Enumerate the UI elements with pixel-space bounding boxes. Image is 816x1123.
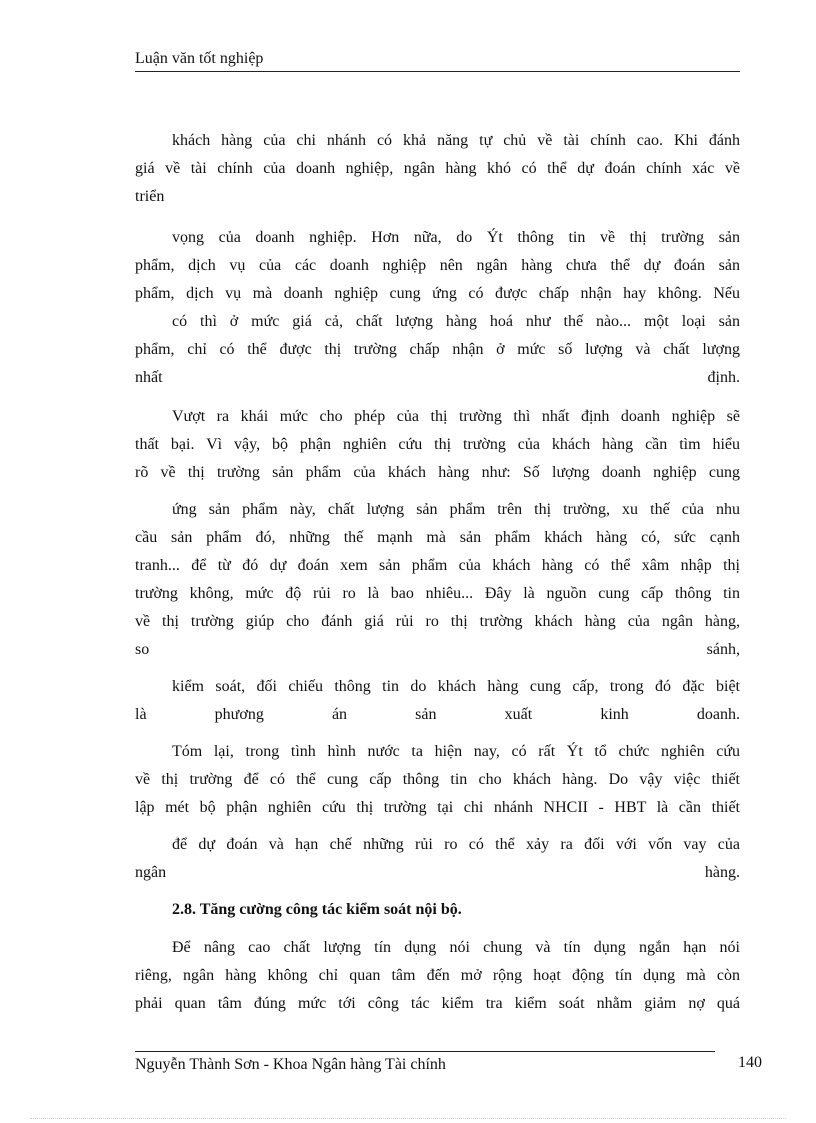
running-header: Luận văn tốt nghiệp — [135, 50, 264, 67]
page-number: 140 — [738, 1054, 762, 1071]
text-line: so sánh, — [135, 641, 740, 658]
text-line: tranh... để từ đó dự đoán xem sản phẩm của khách hàng có thể xâm nhập thị — [135, 557, 740, 574]
text-line: trường không, mức độ rủi ro là bao nhiêu... Đây là nguồn cung cấp thông tin — [135, 585, 740, 602]
text-line: cầu sản phẩm đó, những thế mạnh mà sản phẩm khách hàng có, sức cạnh — [135, 529, 740, 546]
text-line: phẩm, chỉ có thể được thị trường chấp nhận ở mức số lượng và chất lượng — [135, 341, 740, 358]
text-line: riêng, ngân hàng không chỉ quan tâm đến mở rộng hoạt động tín dụng mà còn — [135, 967, 740, 984]
text-line: phẩm, dịch vụ của các doanh nghiệp nên ngân hàng chưa thể dự đoán sản — [135, 257, 740, 274]
section-heading: 2.8. Tăng cường công tác kiểm soát nội bộ. — [172, 901, 462, 918]
text-line: khách hàng của chi nhánh có khả năng tự chủ về tài chính cao. Khi đánh — [172, 132, 740, 149]
text-line: lập mét bộ phận nghiên cứu thị trường tại chi nhánh NHCII - HBT là cần thiết — [135, 799, 740, 816]
text-line: để dự đoán và hạn chế những rủi ro có thể xảy ra đối với vốn vay của — [172, 836, 740, 853]
page-edge-divider — [30, 1118, 786, 1119]
text-line: nhất định. — [135, 369, 740, 386]
text-line: ứng sản phẩm này, chất lượng sản phẩm trên thị trường, xu thế của nhu — [172, 501, 740, 518]
text-line: là phương án sản xuất kinh doanh. — [135, 706, 740, 723]
footer-rule — [135, 1051, 715, 1052]
text-line: giá về tài chính của doanh nghiệp, ngân hàng khó có thể dự đoán chính xác về — [135, 160, 740, 177]
text-line: phẩm, dịch vụ mà doanh nghiệp cung ứng có được chấp nhận hay không. Nếu — [135, 285, 740, 302]
text-line: về thị trường để có thể cung cấp thông tin cho khách hàng. Do vậy việc thiết — [135, 771, 740, 788]
text-line: vọng của doanh nghiệp. Hơn nữa, do Ýt thông tin về thị trường sản — [172, 229, 740, 246]
text-line: phải quan tâm đúng mức tới công tác kiểm tra kiểm soát nhằm giảm nợ quá — [135, 995, 740, 1012]
footer-author: Nguyễn Thành Sơn - Khoa Ngân hàng Tài chính — [135, 1056, 446, 1073]
header-rule — [135, 71, 740, 72]
text-line: về thị trường giúp cho đánh giá rủi ro thị trường khách hàng của ngân hàng, — [135, 613, 740, 630]
text-line: có thì ở mức giá cả, chất lượng hàng hoá như thế nào... một loại sản — [172, 313, 740, 330]
text-line: triển — [135, 188, 165, 205]
text-line: kiểm soát, đối chiếu thông tin do khách hàng cung cấp, trong đó đặc biệt — [172, 678, 740, 695]
text-line: thất bại. Vì vậy, bộ phận nghiên cứu thị trường của khách hàng cần tìm hiểu — [135, 436, 740, 453]
text-line: Để nâng cao chất lượng tín dụng nói chung và tín dụng ngắn hạn nói — [172, 939, 740, 956]
text-line: Tóm lại, trong tình hình nước ta hiện nay, có rất Ýt tổ chức nghiên cứu — [172, 743, 740, 760]
text-line: ngân hàng. — [135, 864, 740, 881]
text-line: Vượt ra khái mức cho phép của thị trường thì nhất định doanh nghiệp sẽ — [172, 408, 740, 425]
text-line: rõ về thị trường sản phẩm của khách hàng như: Số lượng doanh nghiệp cung — [135, 464, 740, 481]
